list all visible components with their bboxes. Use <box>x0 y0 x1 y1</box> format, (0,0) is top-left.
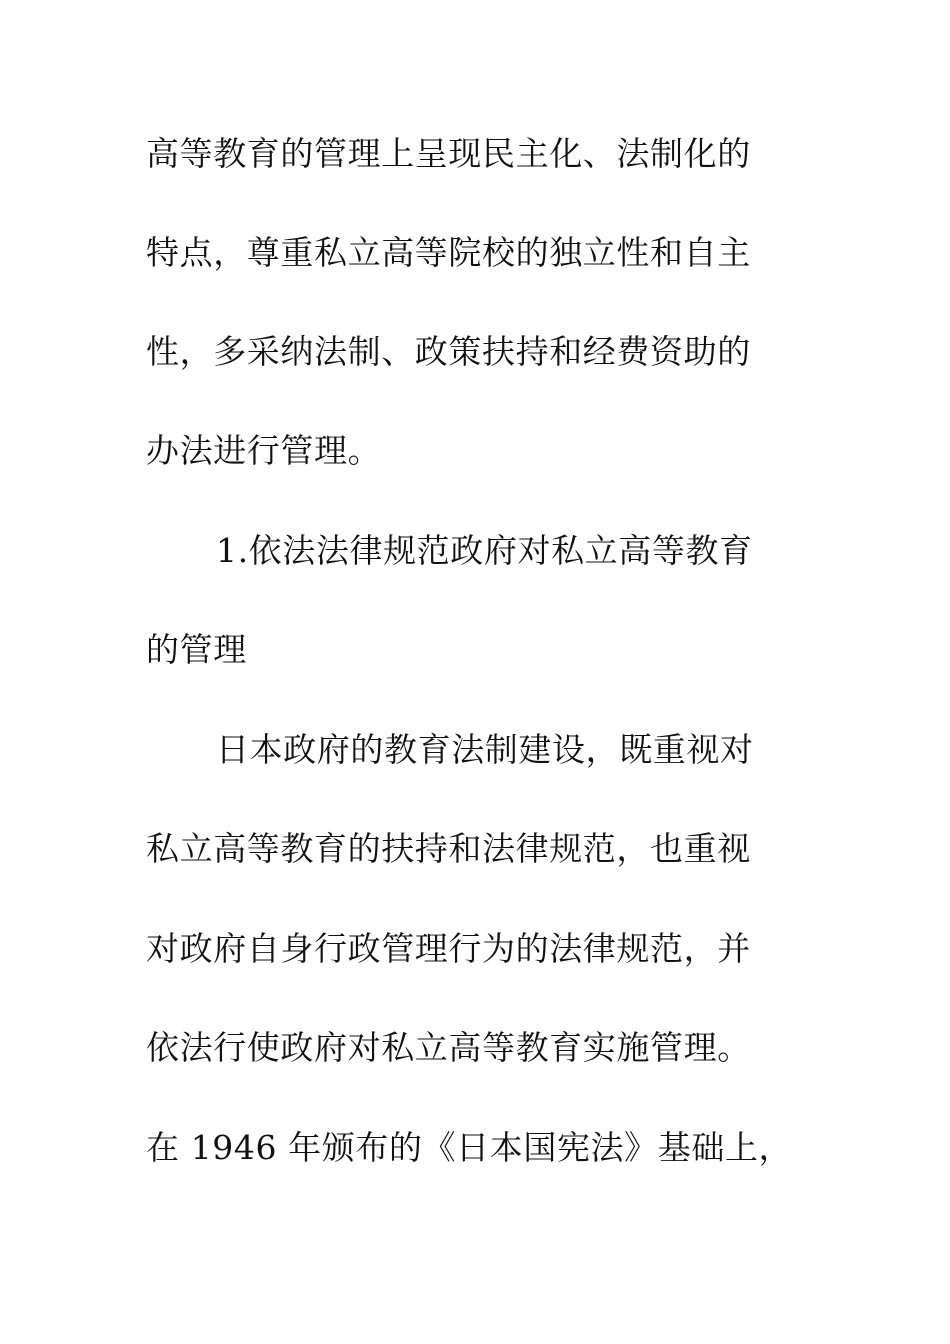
text-line: 办法进行管理。 <box>146 431 382 470</box>
text-line: 私立高等教育的扶持和法律规范，也重视 <box>146 829 751 868</box>
text-line: 特点，尊重私立高等院校的独立性和自主 <box>146 233 751 272</box>
text-line: 依法行使政府对私立高等教育实施管理。 <box>146 1028 751 1067</box>
text-line: 对政府自身行政管理行为的法律规范，并 <box>146 929 751 968</box>
paragraph-start: 日本政府的教育法制建设，既重视对 <box>216 730 754 769</box>
text-line: 高等教育的管理上呈现民主化、法制化的 <box>146 134 751 173</box>
text-line: 性，多采纳法制、政策扶持和经费资助的 <box>146 332 751 371</box>
text-line: 在 1946 年颁布的《日本国宪法》基础上， <box>146 1128 793 1167</box>
section-heading: 1.依法法律规范政府对私立高等教育 <box>216 531 753 570</box>
text-line: 的管理 <box>146 630 247 669</box>
